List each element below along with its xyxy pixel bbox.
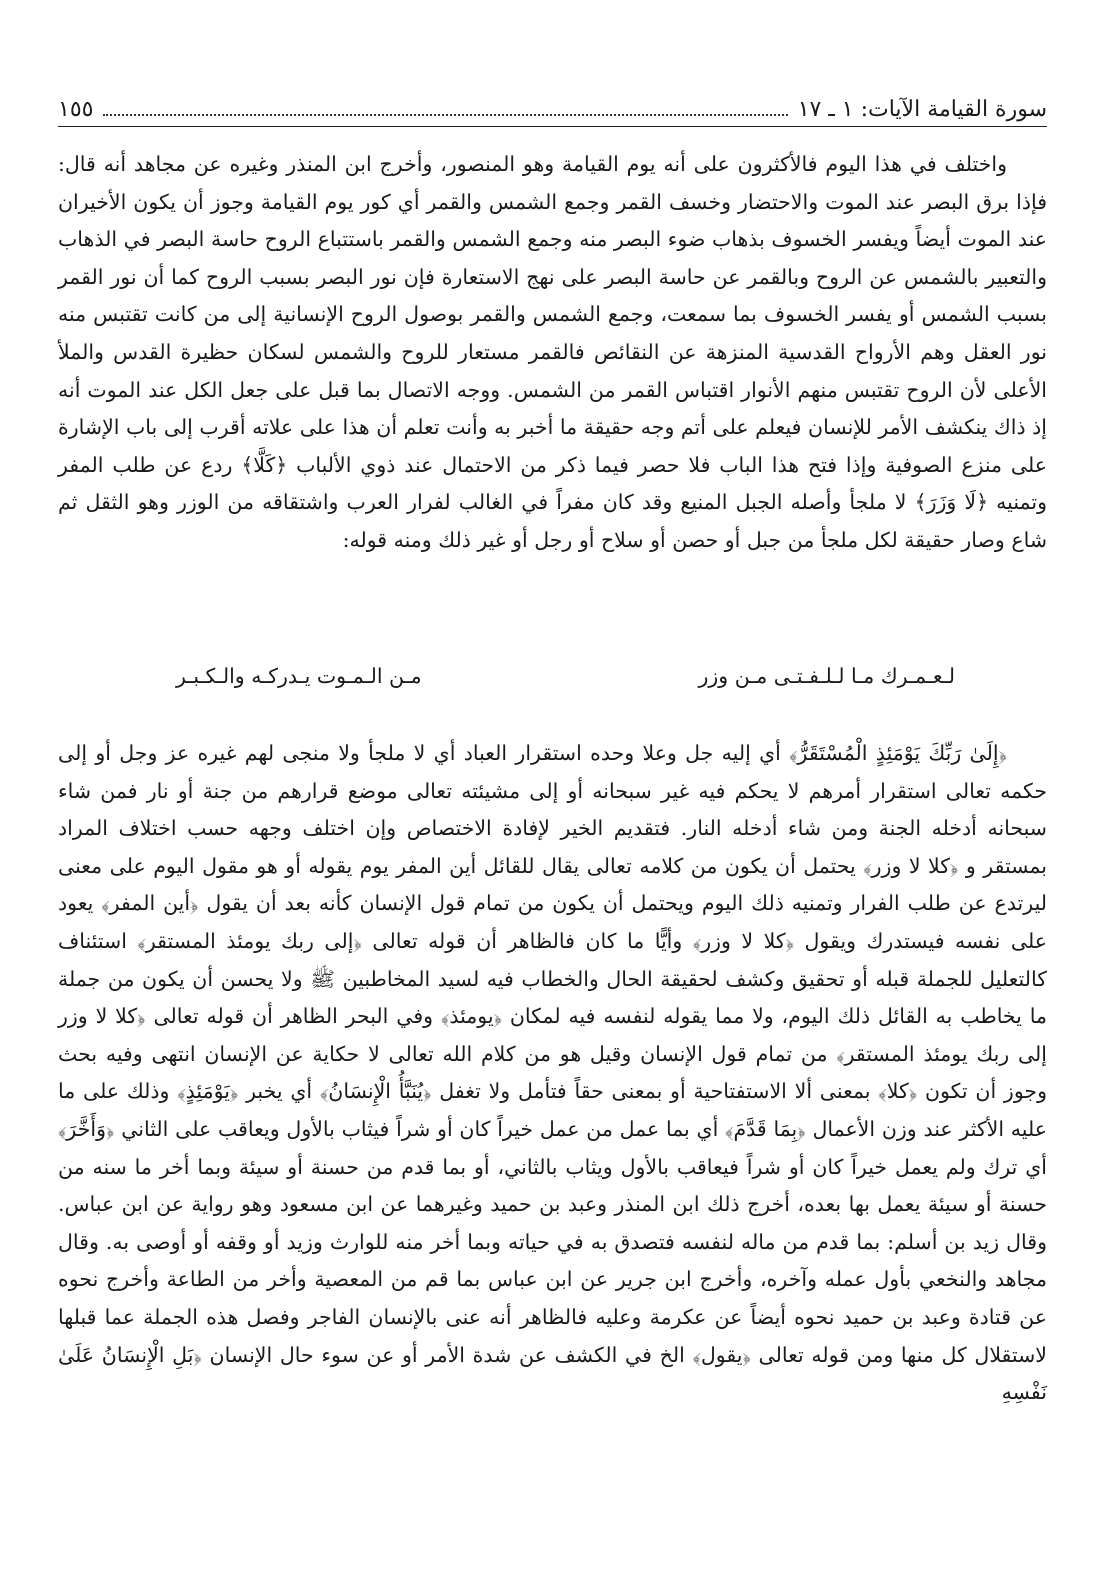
header-title: سورة القيامة الآيات: ١ ـ ١٧ xyxy=(797,97,1047,122)
paragraph-2: ﴿إِلَىٰ رَبِّكَ يَوْمَئِذٍ الْمُسْتَقَرُّ﴾ أي إليه جل وعلا وحده استقرار العباد أي لا ملجأ ولا منجى لهم غيره عز وجل أو إلى حكمه تعالى استقرار أمرهم لا يحكم فيه غير سبحانه أو إلى مشيئته تعالى موضع قرارهم من جنة أو نار فمن شاء سبحانه أدخله الجنة ومن شاء أدخله النار. فتقديم الخير لإفادة الاختصاص وإن اختلف وجهه حسب اختلاف المراد بمستقر و ﴿كلا لا وزر﴾ يحتمل أن يكون من كلامه تعالى يقال للقائل أين المفر يوم يقوله أو هو مقول اليوم على معنى ليرتدع عن طلب الفرار وتمنيه ذلك اليوم ويحتمل أن يكون من تمام قول الإنسان كأنه بعد أن يقول ﴿أين المفر﴾ يعود على نفسه فيستدرك ويقول ﴿كلا لا وزر﴾ وأيًّا ما كان فالظاهر أن قوله تعالى ﴿إلى ربك يومئذ المستقر﴾ استئناف كالتعليل للجملة قبله أو تحقيق وكشف لحقيقة الحال والخطاب فيه لسيد المخاطبين ﷺ ولا يحسن أن يكون من جملة ما يخاطب به القائل ذلك اليوم، ولا مما يقوله لنفسه فيه لمكان ﴿يومئذ﴾ وفي البحر الظاهر أن قوله تعالى ﴿كلا لا وزر إلى ربك يومئذ المستقر﴾ من تمام قول الإنسان وقيل هو من كلام الله تعالى لا حكاية عن الإنسان انتهى وفيه بحث وجوز أن تكون ﴿كلا﴾ بمعنى ألا الاستفتاحية أو بمعنى حقاً فتأمل ولا تغفل ﴿يُنَبَّأُ الْإِنسَانُ﴾ أي يخبر ﴿يَوْمَئِذٍ﴾ وذلك على ما عليه الأكثر عند وزن الأعمال ﴿بِمَا قَدَّمَ﴾ أي بما عمل من عمل خيراً كان أو شراً فيثاب بالأول ويعاقب على الثاني ﴿وَأَخَّرَ﴾ أي ترك ولم يعمل خيراً كان أو شراً فيعاقب بالأول ويثاب بالثاني، أو بما قدم من حسنة أو سيئة وبما أخر ما سنه من حسنة أو سيئة يعمل بها بعده، أخرج ذلك ابن المنذر وعبد بن حميد وغيرهما عن ابن مسعود وهو رواية عن ابن عباس. وقال زيد بن أسلم: بما قدم من ماله لنفسه فتصدق به في حياته وبما أخر منه للوارث وزيد أو وقفه أو أوصى به. وقال مجاهد والنخعي بأول عمله وآخره، وأخرج ابن جرير عن ابن عباس بما قم من المعصية وأخر من الطاعة وأخرج نحوه عن قتادة وعبد بن حميد نحوه أيضاً عن عكرمة وعليه فالظاهر أنه عنى بالإنسان الفاجر وفصل هذه الجملة عما قبلها لاستقلال كل منها ومن قوله تعالى ﴿يقول﴾ الخ في الكشف عن شدة الأمر أو عن سوء حال الإنسان ﴿بَلِ الْإِنسَانُ عَلَىٰ نَفْسِهِ xyxy=(58,741,1047,1405)
page-number: ١٥٥ xyxy=(58,97,94,122)
header-rule xyxy=(58,126,1047,127)
running-header xyxy=(58,78,1047,122)
verse-hemistich-2: مـن الـمـوت يـدركـه والـكـبـر xyxy=(176,664,422,688)
header-dot-leader xyxy=(103,114,787,116)
poetry-verse xyxy=(58,664,1047,704)
paragraph-1: واختلف في هذا اليوم فالأكثرون على أنه يوم القيامة وهو المنصور، وأخرج ابن المنذر وغيره عن مجاهد أنه قال: فإذا برق البصر عند الموت والاحتضار وخسف القمر وجمع الشمس والقمر أي كور يوم القيامة وجوز أن يكون الأخيران عند الموت أيضاً ويفسر الخسوف بذهاب ضوء البصر منه وجمع الشمس والقمر باستتباع الروح حاسة البصر في الذهاب والتعبير بالشمس عن الروح وبالقمر عن حاسة البصر على نهج الاستعارة فإن نور البصر بسبب الروح كما أن نور القمر بسبب الشمس أو يفسر الخسوف بما سمعت، وجمع الشمس والقمر بوصول الروح الإنسانية إلى من كانت تقتبس منه نور العقل وهم الأرواح القدسية المنزهة عن النقائص فالقمر مستعار للروح والشمس لسكان حظيرة القدس والملأ الأعلى لأن الروح تقتبس منهم الأنوار اقتباس القمر من الشمس. ووجه الاتصال بما قبل على جعل الكل عند الموت أنه إذ ذاك ينكشف الأمر للإنسان فيعلم على أتم وجه حقيقة ما أخبر به وأنت تعلم أن هذا على علاته أقرب إلى باب الإشارة على منزع الصوفية وإذا فتح هذا الباب فلا حصر فيما ذكر من الاحتمال عند ذوي الألباب ﴿كَلَّا﴾ ردع عن طلب المفر وتمنيه ﴿لَا وَزَرَ﴾ لا ملجأ وأصله الجبل المنيع وقد كان مفراً في الغالب لفرار العرب واشتقاقه من الوزر وهو الثقل ثم شاع وصار حقيقة لكل ملجأ من جبل أو حصن أو سلاح أو رجل أو غير ذلك ومنه قوله: xyxy=(58,152,1047,552)
verse-hemistich-1: لـعـمـرك مـا لـلـفـتـى مـن وزر xyxy=(698,664,955,688)
